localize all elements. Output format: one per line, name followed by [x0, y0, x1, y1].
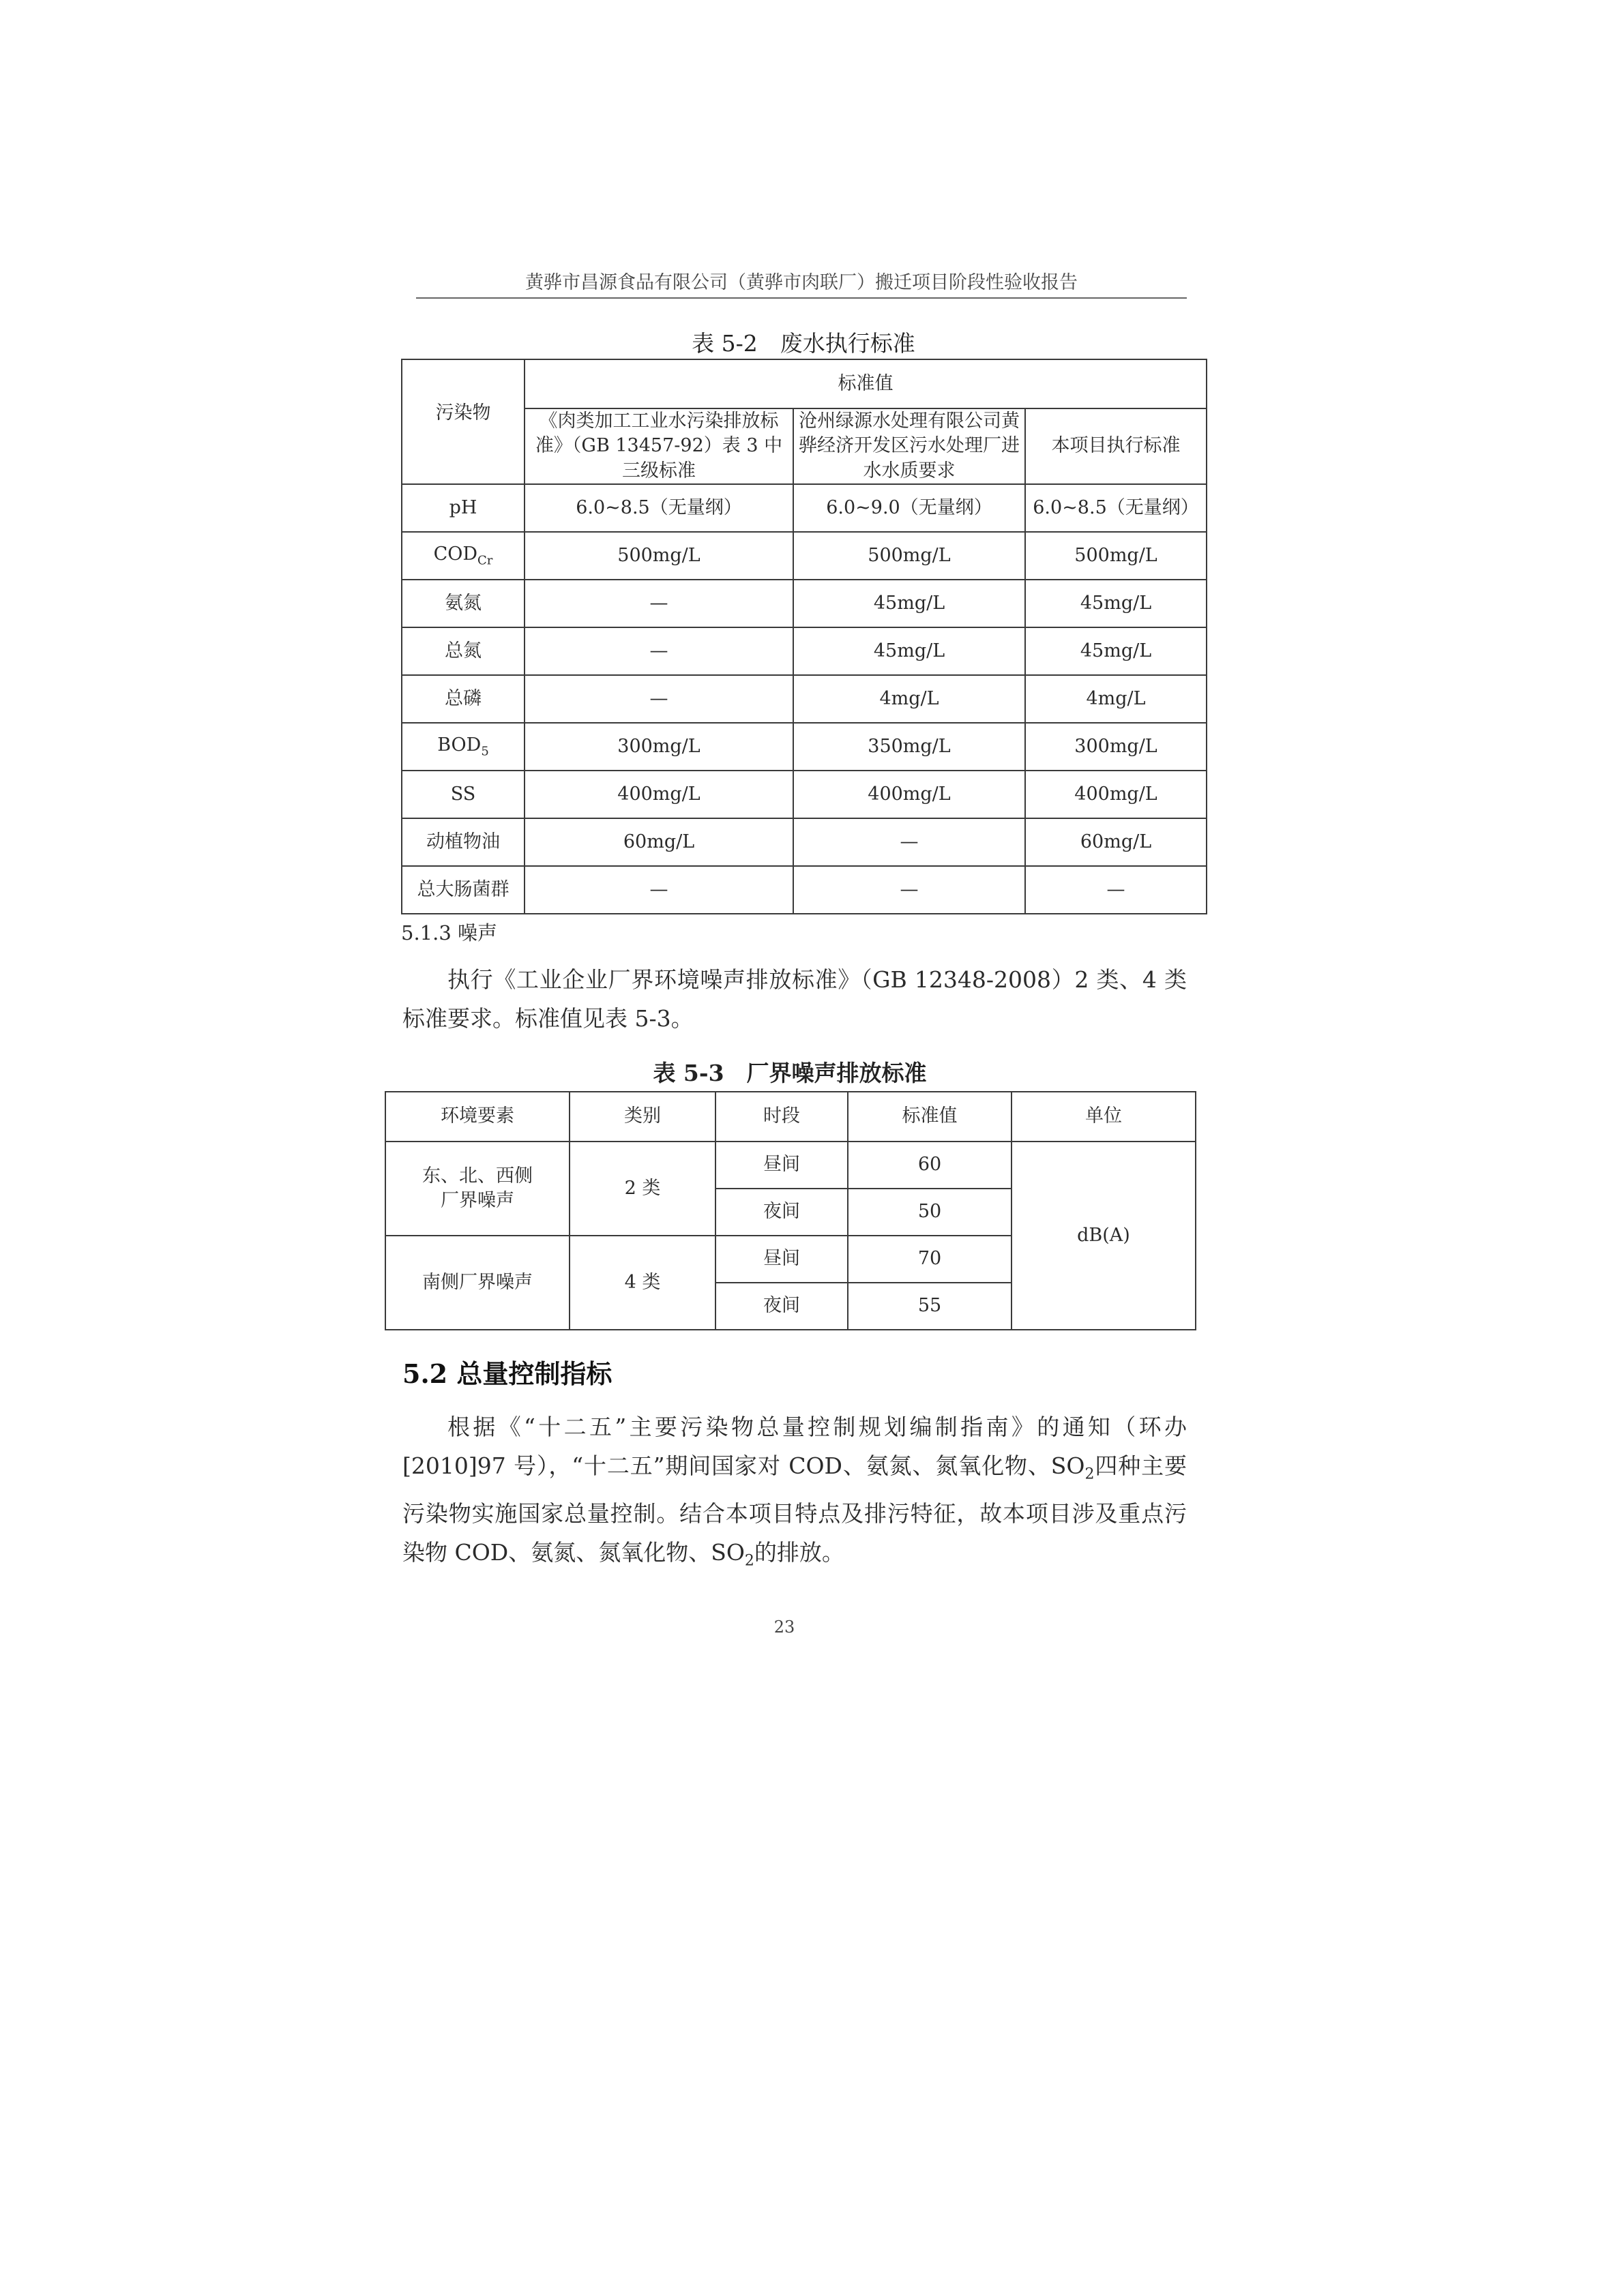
pollutant-name: 动植物油	[402, 818, 525, 866]
subscript: 2	[1084, 1465, 1095, 1483]
subscript: 2	[744, 1552, 754, 1570]
paragraph-text: 的排放。	[754, 1538, 844, 1566]
cell-value: 500mg/L	[525, 532, 793, 580]
cell-value: 6.0~9.0（无量纲）	[793, 484, 1025, 532]
col-header-standard-1: 《肉类加工工业水污染排放标准》（GB 13457-92）表 3 中三级标准	[525, 408, 793, 484]
section-5-1-3-paragraph: 执行《工业企业厂界环境噪声排放标准》（GB 12348-2008）2 类、4 类标准要求。标准值见表 5-3。	[402, 966, 1187, 1032]
table-5-2-caption: 表 5-2 废水执行标准	[692, 330, 915, 357]
col-header-value: 标准值	[848, 1092, 1012, 1142]
page-number: 23	[773, 1617, 795, 1637]
section-5-2-heading: 5.2 总量控制指标	[402, 1358, 612, 1389]
table-row	[402, 771, 1207, 818]
pollutant-name: pH	[402, 484, 525, 532]
paragraph-text: 根据《“十二五”主要污染物总量控制规划编制指南》的通知（环办[2010]97 号），“十二五”期间国家对 COD、氨氮、氮氧化物、SO	[402, 1414, 1187, 1479]
col-header-period: 时段	[715, 1092, 848, 1142]
cell-value: 6.0~8.5（无量纲）	[1025, 484, 1207, 532]
paragraph-text: 四种主要污染物实施国家总量控制。结合本项目特点及排污特征，故本项目涉及重点污染物 COD、氨氮、氮氧化物、SO	[402, 1452, 1187, 1566]
pollutant-name	[402, 532, 525, 580]
period-day: 昼间	[715, 1236, 848, 1283]
cell-value: 400mg/L	[525, 771, 793, 818]
col-header-class: 类别	[570, 1092, 715, 1142]
cell-value: 45mg/L	[1025, 627, 1207, 675]
col-header-element: 环境要素	[385, 1092, 570, 1142]
noise-standards-table	[385, 1091, 1196, 1330]
table-row	[385, 1142, 1196, 1189]
table-row	[402, 580, 1207, 627]
pollutant-name-text: BOD	[437, 734, 482, 756]
cell-value: —	[525, 675, 793, 723]
pollutant-name: 总磷	[402, 675, 525, 723]
unit-cell: dB(A)	[1012, 1142, 1196, 1330]
pollutant-name	[402, 723, 525, 771]
cell-value: 45mg/L	[793, 580, 1025, 627]
noise-area-2: 南侧厂界噪声	[385, 1236, 570, 1330]
cell-value: —	[525, 627, 793, 675]
cell-value: 4mg/L	[1025, 675, 1207, 723]
running-header: 黄骅市昌源食品有限公司（黄骅市肉联厂）搬迁项目阶段性验收报告	[525, 272, 1078, 293]
cell-value: —	[525, 580, 793, 627]
pollutant-name: 总大肠菌群	[402, 866, 525, 914]
cell-value: 500mg/L	[793, 532, 1025, 580]
standard-value: 60	[848, 1142, 1012, 1189]
standard-value: 55	[848, 1283, 1012, 1330]
standard-value: 50	[848, 1189, 1012, 1236]
wastewater-standards-table	[401, 359, 1207, 914]
cell-value: 6.0~8.5（无量纲）	[525, 484, 793, 532]
cell-value: 45mg/L	[793, 627, 1025, 675]
table-row	[402, 723, 1207, 771]
col-header-unit: 单位	[1012, 1092, 1196, 1142]
pollutant-name: 氨氮	[402, 580, 525, 627]
cell-value: 400mg/L	[793, 771, 1025, 818]
pollutant-subscript: Cr	[477, 553, 493, 568]
noise-area-1: 东、北、西侧厂界噪声	[385, 1142, 570, 1236]
section-5-2-paragraph	[402, 1407, 1187, 1580]
table-row	[402, 675, 1207, 723]
cell-value: 350mg/L	[793, 723, 1025, 771]
cell-value: 300mg/L	[1025, 723, 1207, 771]
cell-value: —	[525, 866, 793, 914]
table-row	[402, 627, 1207, 675]
standard-value: 70	[848, 1236, 1012, 1283]
cell-value: 300mg/L	[525, 723, 793, 771]
table-row	[402, 818, 1207, 866]
period-night: 夜间	[715, 1189, 848, 1236]
period-day: 昼间	[715, 1142, 848, 1189]
pollutant-name-text: COD	[433, 543, 478, 565]
table-row	[402, 866, 1207, 914]
cell-value: —	[793, 818, 1025, 866]
cell-value: 45mg/L	[1025, 580, 1207, 627]
cell-value: 60mg/L	[1025, 818, 1207, 866]
cell-value: 4mg/L	[793, 675, 1025, 723]
noise-class-2: 4 类	[570, 1236, 715, 1330]
cell-value: —	[793, 866, 1025, 914]
table-row	[402, 484, 1207, 532]
group-header-standard-values: 标准值	[525, 359, 1207, 408]
cell-value: —	[1025, 866, 1207, 914]
pollutant-name: SS	[402, 771, 525, 818]
col-header-pollutant: 污染物	[402, 359, 525, 484]
cell-value: 500mg/L	[1025, 532, 1207, 580]
header-rule	[416, 297, 1187, 299]
cell-value: 400mg/L	[1025, 771, 1207, 818]
period-night: 夜间	[715, 1283, 848, 1330]
table-5-3-caption: 表 5-3 厂界噪声排放标准	[653, 1060, 927, 1086]
col-header-standard-2: 沧州绿源水处理有限公司黄骅经济开发区污水处理厂进水水质要求	[793, 408, 1025, 484]
table-row	[402, 532, 1207, 580]
noise-class-1: 2 类	[570, 1142, 715, 1236]
pollutant-name: 总氮	[402, 627, 525, 675]
pollutant-subscript: 5	[481, 744, 489, 759]
section-5-1-3-heading: 5.1.3 噪声	[401, 921, 498, 944]
cell-value: 60mg/L	[525, 818, 793, 866]
col-header-standard-3: 本项目执行标准	[1025, 408, 1207, 484]
